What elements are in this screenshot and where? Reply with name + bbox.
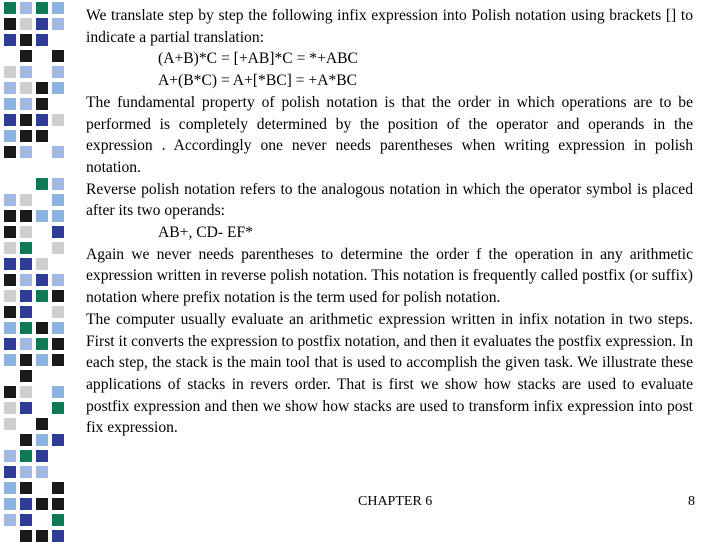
decorative-square xyxy=(36,114,48,126)
expression-example-2: A+(B*C) = A+[*BC] = +A*BC xyxy=(158,72,358,90)
decorative-square xyxy=(4,402,16,414)
decorative-square xyxy=(52,482,64,494)
decorative-square xyxy=(36,434,48,446)
decorative-square xyxy=(52,322,64,334)
decorative-square xyxy=(52,338,64,350)
decorative-square xyxy=(36,530,48,542)
decorative-square xyxy=(4,194,16,206)
decorative-square xyxy=(52,114,64,126)
decorative-square xyxy=(52,146,64,158)
decorative-square xyxy=(20,466,32,478)
decorative-square xyxy=(36,82,48,94)
decorative-square xyxy=(36,354,48,366)
chapter-label: CHAPTER 6 xyxy=(358,494,433,509)
decorative-square xyxy=(4,98,16,110)
decorative-square xyxy=(20,530,32,542)
expression-example-1: (A+B)*C = [+AB]*C = *+ABC xyxy=(158,50,358,68)
decorative-square xyxy=(52,2,64,14)
decorative-square xyxy=(36,210,48,222)
decorative-square xyxy=(20,402,32,414)
decorative-square xyxy=(4,338,16,350)
decorative-square xyxy=(52,274,64,286)
decorative-square xyxy=(52,242,64,254)
paragraph-intro: We translate step by step the following infix expression into Polish notation using brackets [] to indicate a partial translation: xyxy=(86,7,693,46)
decorative-square xyxy=(20,338,32,350)
decorative-square xyxy=(36,498,48,510)
decorative-square xyxy=(20,98,32,110)
decorative-square xyxy=(20,434,32,446)
decorative-square xyxy=(20,18,32,30)
decorative-square xyxy=(52,194,64,206)
decorative-square xyxy=(20,194,32,206)
decorative-square xyxy=(4,146,16,158)
decorative-square xyxy=(20,354,32,366)
decorative-square xyxy=(4,354,16,366)
decorative-square xyxy=(20,34,32,46)
slide-content xyxy=(86,5,693,439)
decorative-square xyxy=(20,482,32,494)
decorative-square xyxy=(4,482,16,494)
left-square-pattern xyxy=(0,0,64,540)
paragraph-reverse-polish: Reverse polish notation refers to the analogous notation in which the operator symbol is placed after its two operands: xyxy=(86,180,693,220)
decorative-square xyxy=(20,66,32,78)
page-number: 8 xyxy=(688,494,695,509)
decorative-square xyxy=(36,2,48,14)
decorative-square xyxy=(20,146,32,158)
decorative-square xyxy=(4,466,16,478)
decorative-square xyxy=(52,434,64,446)
decorative-square xyxy=(4,386,16,398)
decorative-square xyxy=(36,338,48,350)
decorative-square xyxy=(20,322,32,334)
decorative-square xyxy=(52,178,64,190)
decorative-square xyxy=(20,450,32,462)
decorative-square xyxy=(36,466,48,478)
decorative-square xyxy=(52,354,64,366)
decorative-square xyxy=(4,498,16,510)
decorative-square xyxy=(4,114,16,126)
decorative-square xyxy=(20,130,32,142)
decorative-square xyxy=(36,130,48,142)
decorative-square xyxy=(52,226,64,238)
decorative-square xyxy=(20,370,32,382)
decorative-square xyxy=(20,226,32,238)
decorative-square xyxy=(4,210,16,222)
decorative-square xyxy=(52,18,64,30)
decorative-square xyxy=(4,322,16,334)
decorative-square xyxy=(52,498,64,510)
decorative-square xyxy=(52,66,64,78)
decorative-square xyxy=(20,242,32,254)
decorative-square xyxy=(20,514,32,526)
decorative-square xyxy=(20,386,32,398)
paragraph-polish-property: The fundamental property of polish notation is that the order in which operations are to be performed is completely determined by the position of the operator and operands in the expression . Accordingly one never needs parentheses when writing expression in polish notation. xyxy=(86,93,693,176)
decorative-square xyxy=(36,450,48,462)
decorative-square xyxy=(4,226,16,238)
decorative-square xyxy=(36,418,48,430)
decorative-square xyxy=(4,242,16,254)
decorative-square xyxy=(52,306,64,318)
decorative-square xyxy=(20,114,32,126)
decorative-square xyxy=(36,98,48,110)
decorative-square xyxy=(4,66,16,78)
decorative-square xyxy=(20,290,32,302)
decorative-square xyxy=(20,50,32,62)
decorative-square xyxy=(36,34,48,46)
decorative-square xyxy=(20,498,32,510)
decorative-square xyxy=(36,258,48,270)
decorative-square xyxy=(36,322,48,334)
decorative-square xyxy=(20,306,32,318)
decorative-square xyxy=(52,210,64,222)
decorative-square xyxy=(52,50,64,62)
decorative-square xyxy=(52,530,64,542)
decorative-square xyxy=(4,82,16,94)
decorative-square xyxy=(4,34,16,46)
decorative-square xyxy=(36,274,48,286)
decorative-square xyxy=(52,386,64,398)
decorative-square xyxy=(20,2,32,14)
decorative-square xyxy=(52,402,64,414)
paragraph-postfix: Again we never needs parentheses to determine the order f the operation in any arithmetic expression written in reverse polish notation. This notation is frequently called postfix (or suffix) notation where prefix notation is the term used for polish notation. xyxy=(86,245,693,307)
decorative-square xyxy=(20,274,32,286)
decorative-square xyxy=(20,82,32,94)
paragraph-evaluation: The computer usually evaluate an arithmetic expression written in infix notation in two steps. First it converts the expression to postfix notation, and then it evaluates the postfix expression. In each step, the stack is the main tool that is used to accomplish the given task. We illustrate these applications of stacks in revers order. That is first we show how stacks are used to evaluate postfix expression and then we show how stacks are used to transform infix expression into post fix expression. xyxy=(86,310,693,437)
decorative-square xyxy=(4,418,16,430)
decorative-square xyxy=(52,290,64,302)
decorative-square xyxy=(52,514,64,526)
decorative-square xyxy=(52,82,64,94)
decorative-square xyxy=(4,130,16,142)
decorative-square xyxy=(4,258,16,270)
decorative-square xyxy=(4,274,16,286)
decorative-square xyxy=(4,306,16,318)
decorative-square xyxy=(4,2,16,14)
decorative-square xyxy=(20,258,32,270)
decorative-square xyxy=(20,210,32,222)
decorative-square xyxy=(36,178,48,190)
decorative-square xyxy=(4,514,16,526)
decorative-square xyxy=(36,290,48,302)
decorative-square xyxy=(4,450,16,462)
decorative-square xyxy=(4,290,16,302)
expression-example-3: AB+, CD- EF* xyxy=(158,224,254,242)
decorative-square xyxy=(4,18,16,30)
decorative-square xyxy=(36,18,48,30)
